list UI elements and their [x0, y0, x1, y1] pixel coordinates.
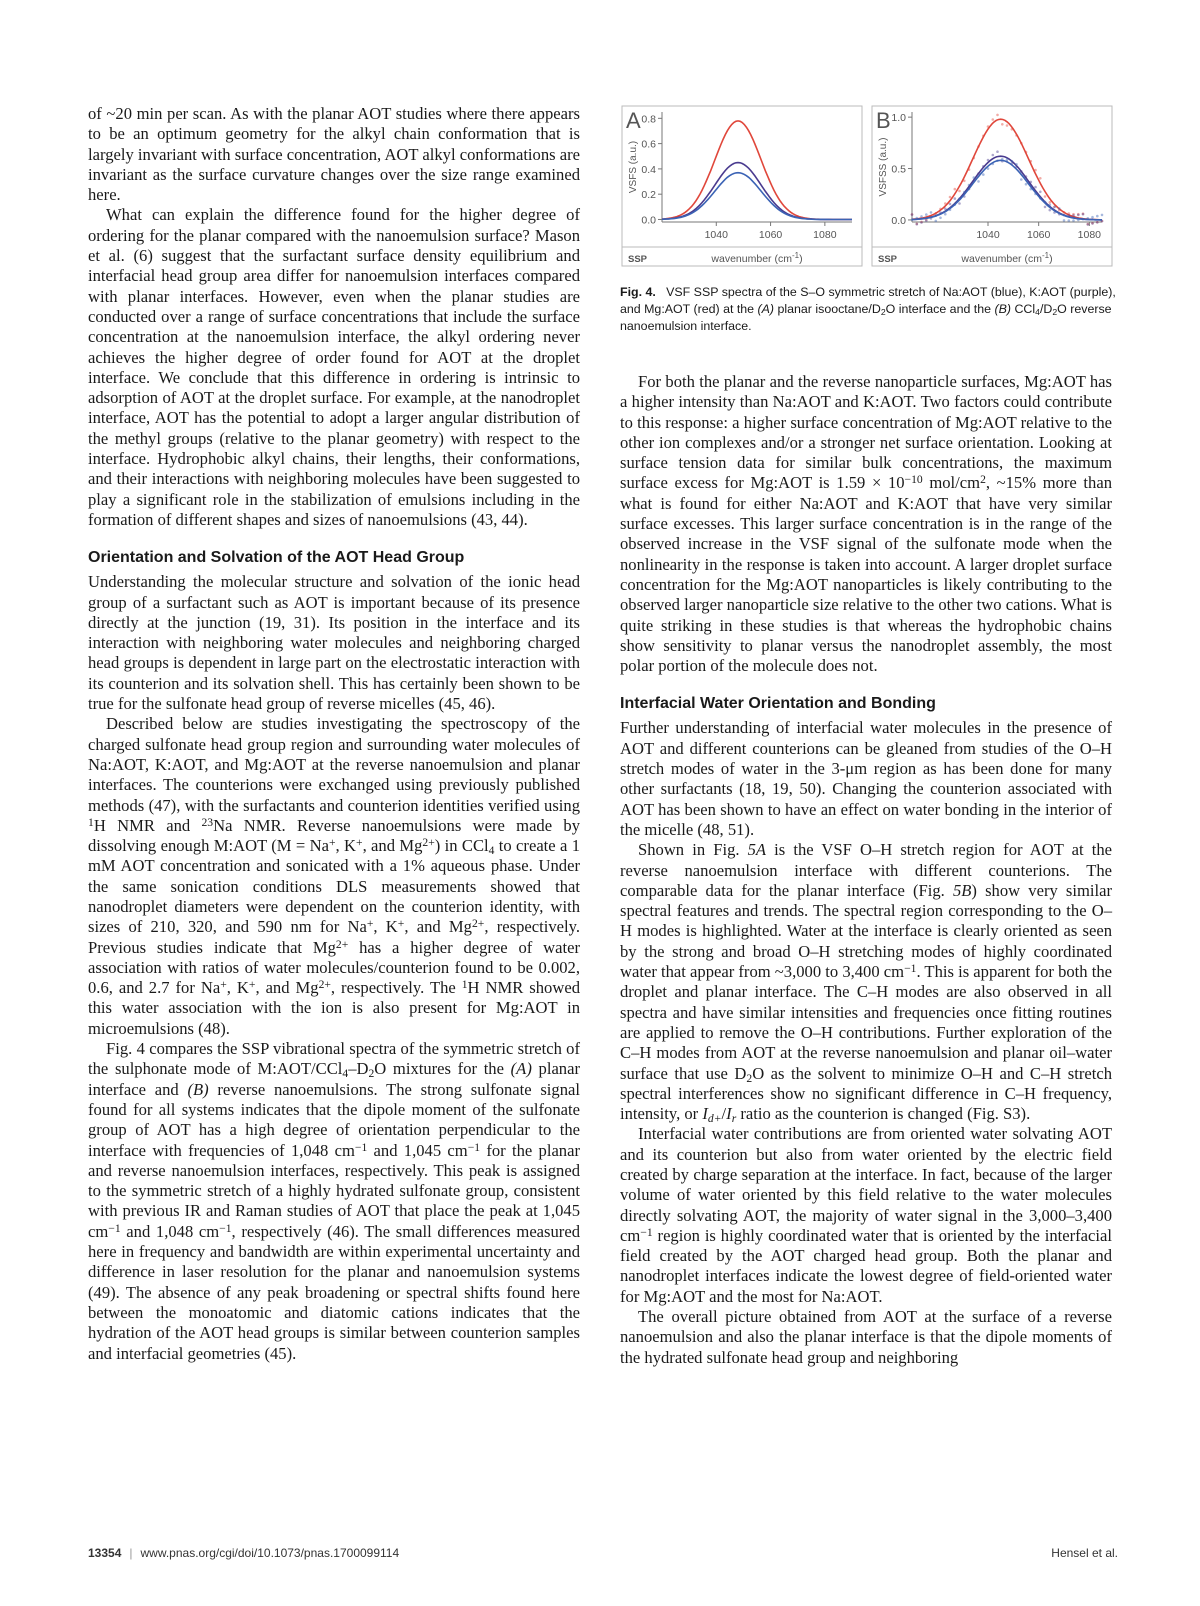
- data-point: [1011, 160, 1014, 163]
- data-point: [973, 157, 976, 160]
- data-point: [1025, 151, 1028, 154]
- data-point: [1058, 207, 1061, 210]
- data-point: [939, 208, 942, 211]
- data-point: [1053, 206, 1056, 209]
- data-point: [1077, 219, 1080, 222]
- data-point: [1044, 201, 1047, 204]
- figure-4: [620, 104, 1140, 335]
- data-point: [1015, 134, 1018, 137]
- data-point: [996, 150, 999, 153]
- data-point: [1044, 195, 1047, 198]
- data-point: [1063, 211, 1066, 214]
- paragraph: Understanding the molecular structure and solvation of the ionic head group of a surfactant such as AOT is important because of its presence directly at the junction (19, 31). Its position in the interface and its interaction with neighboring water molecules and neighboring charged head groups is dependent in large part on the electrostatic interaction with its counterion and its solvation shell. This has certainly been shown to be true for the sulfonate head group of reverse micelles (45, 46).: [88, 572, 580, 714]
- data-point: [968, 168, 971, 171]
- data-point: [939, 217, 942, 220]
- doi-link[interactable]: www.pnas.org/cgi/doi/10.1073/pnas.1700099114: [140, 1546, 400, 1560]
- section-heading: Interfacial Water Orientation and Bonding: [620, 695, 936, 713]
- data-point: [1015, 163, 1018, 166]
- data-point: [920, 215, 923, 218]
- data-point: [925, 219, 928, 222]
- y-tick-label: 0.0: [891, 214, 906, 227]
- data-point: [1025, 175, 1028, 178]
- data-point: [1034, 169, 1037, 172]
- data-point: [954, 197, 957, 200]
- data-point: [1020, 142, 1023, 145]
- y-tick-label: 0.6: [641, 138, 656, 151]
- data-point: [992, 154, 995, 157]
- data-point: [963, 180, 966, 183]
- data-point: [935, 212, 938, 215]
- data-point: [1082, 218, 1085, 221]
- data-point: [920, 221, 923, 224]
- data-point: [982, 135, 985, 138]
- data-point: [916, 217, 919, 220]
- data-point: [987, 125, 990, 128]
- x-tick-label: 1040: [704, 229, 728, 241]
- data-point: [958, 190, 961, 193]
- page-footer: 13354 | www.pnas.org/cgi/doi/10.1073/pnas.1700099114 Hensel et al.: [88, 1546, 1118, 1560]
- data-point: [1039, 191, 1042, 194]
- paragraph: Shown in Fig. 5A is the VSF O–H stretch region for AOT at the reverse nanoemulsion interface with different counterions. The comparable data for the planar interface (Fig. 5B) show very similar spectral features and trends. The spectral region corresponding to the O–H modes is highlighted. Water at the interface is clearly oriented as seen by the strong and broad O–H stretching modes of highly coordinated water that appear from ~3,000 to 3,400 $cm^{-1}$. This is apparent for both the droplet and planar interface. The C–H modes are also observed in all spectra and have similar intensities and frequencies once fitting routines are applied to remove the O–H contributions. Further exploration of the C–H modes from AOT at the reverse nanoemulsion and planar oil–water surface that use $D_2O$ as the solvent to minimize O–H and C–H stretch spectral interferences show no significant difference in C–H frequency, intensity, or $I_{d+}/I_r$ ratio as the counterion is changed (Fig. S3).: [620, 840, 1112, 1125]
- ssp-tag: SSP: [628, 254, 648, 265]
- data-point: [1011, 128, 1014, 131]
- paragraph: Fig. 4 compares the SSP vibrational spectra of the symmetric stretch of the sulphonate mode of $M:AOT/CCl_4-D_2O$ mixtures for the (A) planar interface and (B) reverse nanoemulsions. The strong sulfonate signal found for all systems indicates that the dipole moment of the sulfonate group of AOT has a high degree of orientation perpendicular to the interface with frequencies of 1,048 $cm^{-1}$ and 1,045 $cm^{-1}$ for the planar and reverse nanoemulsion interfaces, respectively. This peak is assigned to the symmetric stretch of a highly hydrated sulfonate group, consistent with previous IR and Raman studies of AOT that place the peak at 1,045 $cm^{-1}$ and 1,048 $cm^{-1}$, respectively (46). The small differences measured here in frequency and bandwidth are within experimental uncertainty and difference in laser resolution for the planar and nanoemulsion systems (49). The absence of any peak broadening or spectral shifts found here between the monoatomic and diatomic cations indicates that the hydration of the AOT head groups is similar between counterion samples and interfacial geometries (45).: [88, 1039, 580, 1363]
- data-point: [1091, 216, 1094, 219]
- data-point: [925, 213, 928, 216]
- data-point: [958, 197, 961, 200]
- data-point: [1072, 214, 1075, 217]
- data-point: [992, 163, 995, 166]
- data-point: [982, 165, 985, 168]
- data-point: [1077, 214, 1080, 217]
- data-point: [1082, 213, 1085, 216]
- data-point: [1087, 223, 1090, 226]
- paragraph: of ~20 min per scan. As with the planar AOT studies where there appears to be an optimum geometry for the alkyl chain conformation that is largely invariant with surface concentration, AOT alkyl conformations are invariant as the surface curvature changes over the size range examined here.: [88, 104, 580, 205]
- y-axis-label: VSFS (a.u.): [628, 140, 639, 194]
- data-point: [1049, 204, 1052, 207]
- data-point: [987, 167, 990, 170]
- ssp-tag: SSP: [878, 254, 898, 265]
- data-point: [911, 213, 914, 216]
- section-heading: Orientation and Solvation of the AOT Head Group: [88, 549, 465, 567]
- y-tick-label: 0.2: [641, 189, 656, 202]
- data-point: [911, 218, 914, 221]
- data-point: [982, 173, 985, 176]
- y-tick-label: 0.5: [891, 163, 906, 176]
- x-tick-label: 1080: [1077, 229, 1102, 241]
- data-point: [1049, 209, 1052, 212]
- data-point: [949, 196, 952, 199]
- data-point: [1096, 215, 1099, 218]
- data-point: [916, 223, 919, 226]
- data-point: [935, 220, 938, 223]
- paragraph: Described below are studies investigating the spectroscopy of the charged sulfonate head group region and surrounding water molecules of Na:AOT, K:AOT, and Mg:AOT at the reverse nanoemulsion and planar interfaces. The counterions were exchanged using previously published methods (47), with the surfactants and counterion identities verified using $^1$H NMR and $^{23}$Na NMR. Reverse nanoemulsions were made by dissolving enough M:AOT (M = Na+, K+, and $Mg^{2+}$) in CCl$_4$ to create a 1 mM AOT concentration and sonicated with a 1% aqueous phase. Under the same sonication conditions DLS measurements showed that nanodroplet diameters were dependent on the counterion identity, with sizes of 210, 320, and 590 nm for Na+, K+, and $Mg^{2+}$, respectively. Previous studies indicate that $Mg^{2+}$ has a higher degree of water association with ratios of water molecules/counterion found to be 0.002, 0.6, and 2.7 for Na+, K+, and $Mg^{2+}$, respectively. The $^1$H NMR showed this water association with the ion is also present for Mg:AOT in microemulsions (48).: [88, 714, 581, 1038]
- right-column: [620, 372, 1112, 1368]
- data-point: [944, 213, 947, 216]
- data-point: [996, 114, 999, 117]
- x-tick-label: 1060: [1026, 229, 1051, 241]
- data-point: [1025, 183, 1028, 186]
- data-point: [1001, 123, 1004, 126]
- data-point: [1006, 124, 1009, 127]
- data-point: [996, 159, 999, 162]
- data-point: [963, 191, 966, 194]
- data-point: [958, 202, 961, 205]
- data-point: [944, 202, 947, 205]
- data-point: [1039, 177, 1042, 180]
- data-point: [977, 145, 980, 148]
- data-point: [968, 184, 971, 187]
- paragraph: The overall picture obtained from AOT at the surface of a reverse nanoemulsion and also the planar interface is that the dipole moments of the hydrated sulfonate head group and neighboring: [620, 1307, 1112, 1367]
- data-point: [1044, 206, 1047, 209]
- data-point: [1030, 188, 1033, 191]
- data-point: [1091, 222, 1094, 225]
- data-point: [1034, 193, 1037, 196]
- data-point: [1068, 219, 1071, 222]
- data-point: [954, 203, 957, 206]
- left-column: [88, 104, 580, 1364]
- data-point: [949, 209, 952, 212]
- data-point: [1034, 186, 1037, 189]
- y-tick-label: 0.0: [641, 214, 656, 227]
- data-point: [1049, 201, 1052, 204]
- y-tick-label: 1.0: [891, 112, 906, 125]
- data-point: [930, 211, 933, 214]
- data-point: [1101, 214, 1104, 217]
- data-point: [1030, 181, 1033, 184]
- x-axis-label: wavenumber $(cm^{-1})$: [711, 251, 803, 265]
- data-point: [992, 118, 995, 121]
- figure-caption: Fig. 4. VSF SSP spectra of the S–O symmetric stretch of Na:AOT (blue), K:AOT (purple), and Mg:AOT (red) at the (A) planar isooctane/$D_2O$ interface and the (B) $CCl_4/D_2O$ reverse nanoemulsion interface.: [620, 285, 1116, 333]
- panel-label: B: [876, 108, 891, 133]
- y-axis-label: VSFSS (a.u.): [878, 137, 889, 197]
- data-point: [987, 159, 990, 162]
- running-authors: Hensel et al.: [1051, 1546, 1118, 1560]
- y-tick-label: 0.4: [641, 163, 656, 176]
- data-point: [1072, 219, 1075, 222]
- data-point: [977, 180, 980, 183]
- data-point: [944, 207, 947, 210]
- page-number: 13354: [88, 1546, 122, 1560]
- y-tick-label: 0.8: [641, 113, 656, 126]
- data-point: [1087, 217, 1090, 220]
- x-tick-label: 1080: [813, 229, 837, 241]
- data-point: [1001, 158, 1004, 161]
- data-point: [1020, 178, 1023, 181]
- data-point: [1039, 197, 1042, 200]
- data-point: [973, 176, 976, 179]
- data-point: [954, 188, 957, 191]
- data-point: [1030, 160, 1033, 163]
- x-tick-label: 1060: [758, 229, 783, 241]
- data-point: [949, 203, 952, 206]
- panel-label: A: [626, 108, 641, 133]
- paragraph: Further understanding of interfacial water molecules in the presence of AOT and different counterions can be gleaned from studies of the O–H stretch modes of water in the 3-μm region as has been done for many other surfactants (18, 19, 50). Changing the counterion associated with AOT has been shown to have an effect on water bonding in the interior of the micelle (48, 51).: [620, 718, 1112, 839]
- data-point: [1063, 219, 1066, 222]
- paragraph: What can explain the difference found for the higher degree of ordering for the planar compared with the nanoemulsion surface? Mason et al. (6) suggest that the surfactant surface density equilibrium and interfacial head group area differ for nanoemulsion interfaces compared with planar interfaces. However, even when the planar studies are conducted over a range of surface concentrations that include the surface concentration at the nanoemulsion interface, the alkyl ordering never achieves the higher degree of order found for AOT at the droplet interface. We conclude that this difference in ordering is intrinsic to adsorption of AOT at the droplet surface. For example, at the nanodroplet interface, AOT has the potential to adopt a larger angular distribution of the methyl groups (relative to the planar geometry) with respect to the interface. Hydrophobic alkyl chains, their lengths, their conformations, and their interactions with neighboring molecules have been suggested to play a significant role in the stabilization of emulsions including in the formation of different shapes and sizes of nanoemulsions (43, 44).: [88, 205, 580, 529]
- data-point: [1096, 221, 1099, 224]
- figure-4-charts: [620, 104, 1120, 270]
- x-tick-label: 1040: [976, 229, 1000, 241]
- data-point: [1006, 158, 1009, 161]
- paragraph: For both the planar and the reverse nanoparticle surfaces, Mg:AOT has a higher intensity than Na:AOT and K:AOT. Two factors could contribute to this response: a higher surface concentration of Mg:AOT relative to the other ion complexes and/or a stronger net surface orientation. Looking at surface tension data for similar bulk concentrations, the maximum surface excess for Mg:AOT is $1.59 \times 10^{-10}$ mol/$cm^2$, ~15% more than what is found for either Na:AOT and K:AOT that have very similar surface excesses. This larger surface concentration is in the range of the observed increase in the VSF signal of the sulfonate mode when the nonlinearity in the response is taken into account. A larger droplet surface concentration for the Mg:AOT nanoparticles is likely contributing to the observed larger nanoparticle size relative to the other two cations. What is quite striking in these studies is that whereas the hydrophobic chains show sensitivity to planar versus the nanodroplet assembly, the most polar portion of the molecule does not.: [620, 372, 1112, 676]
- x-axis-label: wavenumber $(cm^{-1})$: [961, 251, 1053, 265]
- paragraph: Interfacial water contributions are from oriented water solvating AOT and its counterion but also from water oriented by the electric field created by charge separation at the interface. In fact, because of the larger volume of water oriented by this field relative to the water molecules directly solvating AOT, the majority of water signal in the 3,000–3,400 $cm^{-1}$ region is highly coordinated water that is oriented by the interfacial field created by the AOT charged head group. Both the planar and nanodroplet interfaces indicate the lowest degree of field-oriented water for Mg:AOT and the most for Na:AOT.: [620, 1124, 1112, 1306]
